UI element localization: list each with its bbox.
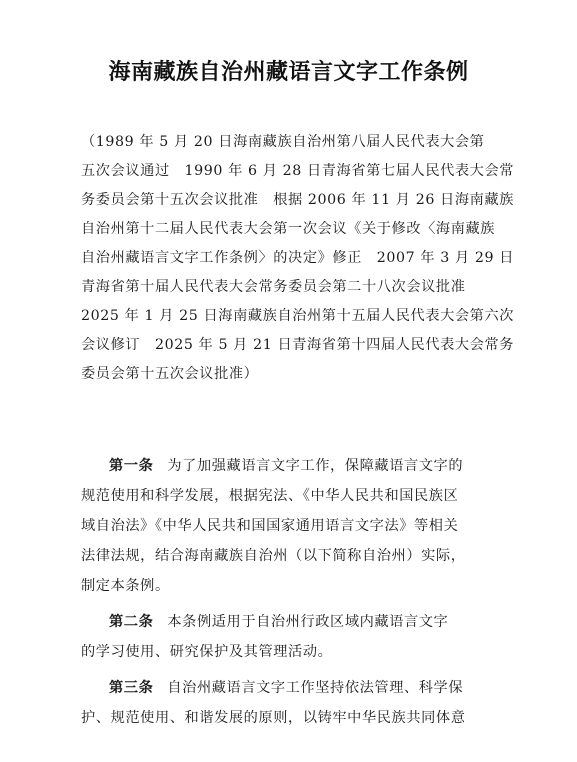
articles [81, 451, 501, 739]
article-first-line [81, 451, 501, 481]
article-line: 的学习使用、研究保护及其管理活动。 [81, 644, 333, 660]
article-line: 法律法规，结合海南藏族自治州（以下简称自治州）实际， [81, 548, 466, 564]
preamble-line: 青海省第十届人民代表大会常务委员会第二十八次会议批准 [81, 279, 466, 295]
preamble-line: 务委员会第十五次会议批准 根据 2006 年 11 月 26 日海南藏族 [81, 192, 514, 208]
article-line: 域自治法》《中华人民共和国国家通用语言文字法》等相关 [81, 518, 459, 534]
preamble-line: 自治州藏语言文字工作条例〉的决定》修正 2007 年 3 月 29 日 [81, 250, 515, 266]
preamble-line: 2025 年 1 月 25 日海南藏族自治州第十五届人民代表大会第六次 [81, 308, 515, 324]
article-text: 为了加强藏语言文字工作，保障藏语言文字的 [167, 458, 464, 474]
preamble-line: 委员会第十五次会议批准） [81, 366, 259, 382]
article-heading: 第三条 [109, 680, 154, 696]
article-1 [81, 451, 501, 601]
preamble-line: （1989 年 5 月 20 日海南藏族自治州第八届人民代表大会第 [81, 134, 485, 150]
article-text: 本条例适用于自治州行政区域内藏语言文字 [167, 614, 449, 630]
article-first-line [81, 673, 501, 703]
preamble [81, 128, 515, 389]
preamble-line: 自治州第十二届人民代表大会第一次会议《关于修改〈海南藏族 [81, 221, 496, 237]
document-title: 海南藏族自治州藏语言文字工作条例 [108, 59, 469, 85]
preamble-line: 五次会议通过 1990 年 6 月 28 日青海省第七届人民代表大会常 [81, 163, 515, 179]
article-line: 规范使用和科学发展，根据宪法、《中华人民共和国民族区 [81, 488, 459, 504]
article-heading: 第二条 [109, 614, 154, 630]
article-text: 自治州藏语言文字工作坚持依法管理、科学保 [167, 680, 464, 696]
article-line: 制定本条例。 [81, 578, 170, 594]
article-3 [81, 673, 501, 733]
article-heading: 第一条 [109, 458, 154, 474]
preamble-line: 会议修订 2025 年 5 月 21 日青海省第十四届人民代表大会常务 [81, 337, 515, 353]
article-line: 护、规范使用、和谐发展的原则，以铸牢中华民族共同体意 [81, 710, 466, 726]
article-first-line [81, 607, 501, 637]
article-2 [81, 607, 501, 667]
